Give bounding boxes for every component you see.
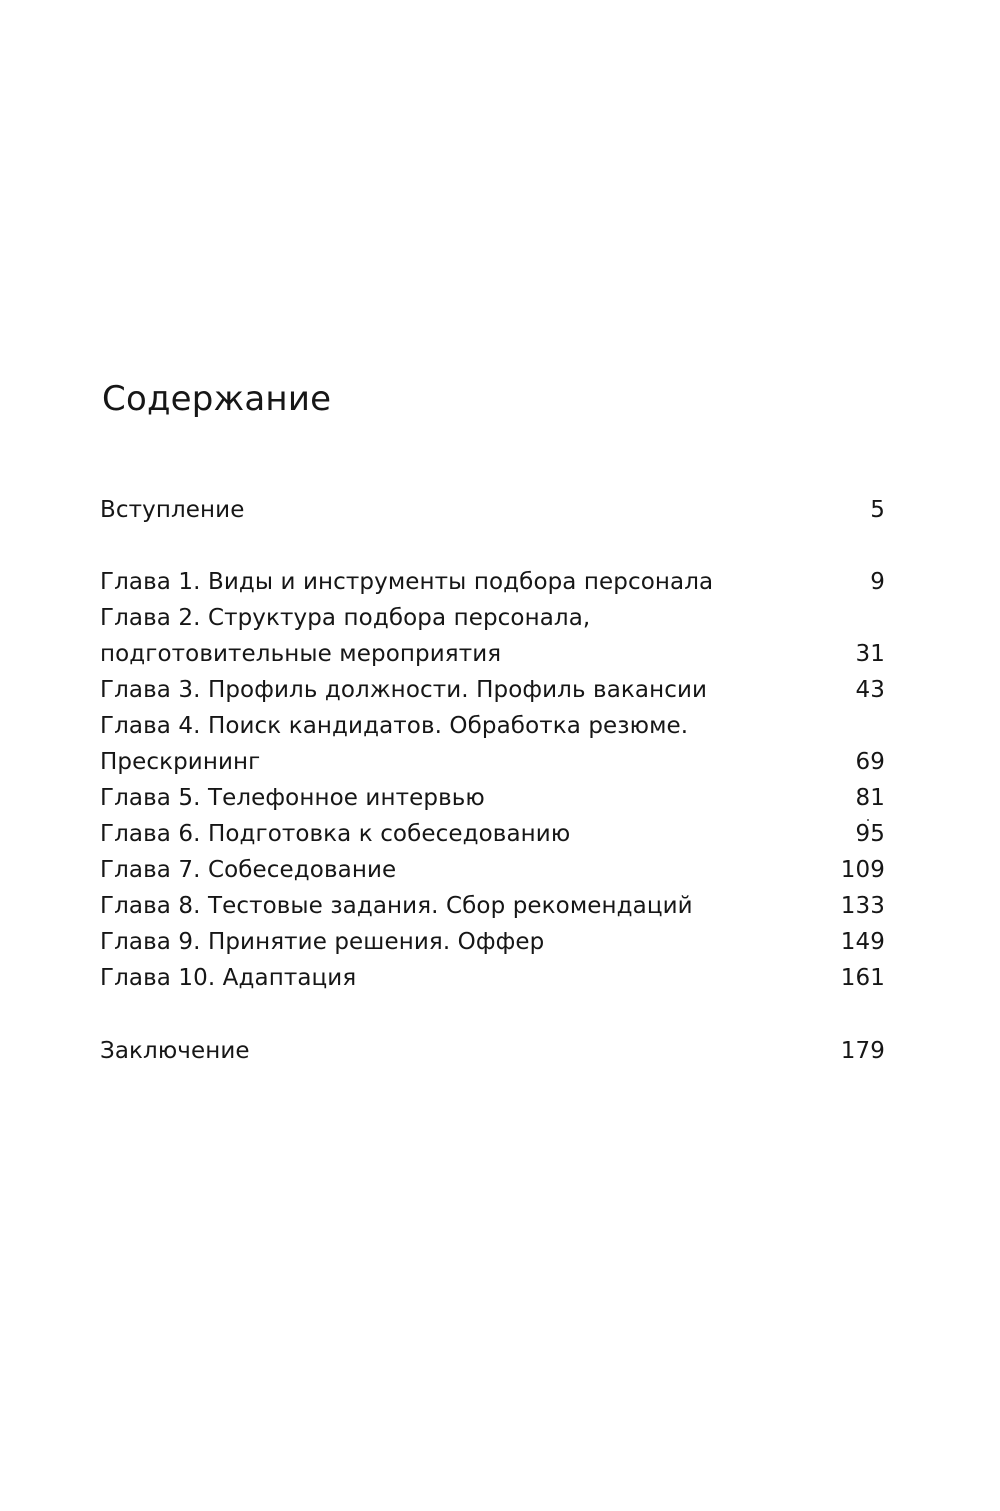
toc-page-number: 133 xyxy=(840,893,885,919)
toc-page-number: 161 xyxy=(840,965,885,991)
page-title: Содержание xyxy=(102,379,332,419)
toc-entry-title: Глава 1. Виды и инструменты подбора персонала xyxy=(100,569,714,595)
toc-entry-title: Глава 9. Принятие решения. Оффер xyxy=(100,929,545,955)
toc-entry-title: Глава 8. Тестовые задания. Сбор рекомендаций xyxy=(100,893,693,919)
toc-entry-chapter-4 xyxy=(100,708,885,780)
toc-entry-title: Глава 4. Поиск кандидатов. Обработка резюме. xyxy=(100,713,689,739)
toc-entry-chapter-2 xyxy=(100,600,885,672)
toc-page-number: 95 xyxy=(855,821,885,847)
toc-page-number: 109 xyxy=(840,857,885,883)
toc-page-number: 31 xyxy=(855,641,885,667)
toc-entry-title: Вступление xyxy=(100,497,245,523)
toc-entry-title: Глава 3. Профиль должности. Профиль вакансии xyxy=(100,677,708,703)
toc-entry-chapter-3 xyxy=(100,672,885,708)
toc-entry-title: Глава 6. Подготовка к собеседованию xyxy=(100,821,571,847)
toc-page-number: 43 xyxy=(855,677,885,703)
toc-entry-chapter-5 xyxy=(100,780,885,816)
toc-entry-title-continuation: подготовительные мероприятия xyxy=(100,641,502,667)
toc-entry-chapter-9 xyxy=(100,924,885,960)
toc-entry-chapter-6 xyxy=(100,816,885,852)
toc-entry-chapter-10 xyxy=(100,960,885,996)
toc-entry-title: Глава 2. Структура подбора персонала, xyxy=(100,605,591,631)
toc-page-number: 81 xyxy=(855,785,885,811)
toc-entry-chapter-7 xyxy=(100,852,885,888)
toc-entry-title-continuation: Прескрининг xyxy=(100,749,261,775)
toc-page-number: 179 xyxy=(840,1038,885,1064)
toc-entry-chapter-8 xyxy=(100,888,885,924)
toc-entry-chapter-1 xyxy=(100,564,885,600)
toc-page-number: 5 xyxy=(870,497,885,523)
table-of-contents xyxy=(100,0,885,1511)
scan-artifact-dot xyxy=(867,819,869,821)
toc-entry-title: Глава 5. Телефонное интервью xyxy=(100,785,485,811)
toc-page-number: 9 xyxy=(870,569,885,595)
toc-entry-conclusion xyxy=(100,1033,885,1069)
toc-entry-introduction xyxy=(100,492,885,528)
toc-entry-title: Глава 10. Адаптация xyxy=(100,965,357,991)
toc-entry-title: Глава 7. Собеседование xyxy=(100,857,397,883)
toc-page-number: 149 xyxy=(840,929,885,955)
toc-entry-title: Заключение xyxy=(100,1038,250,1064)
toc-page-number: 69 xyxy=(855,749,885,775)
